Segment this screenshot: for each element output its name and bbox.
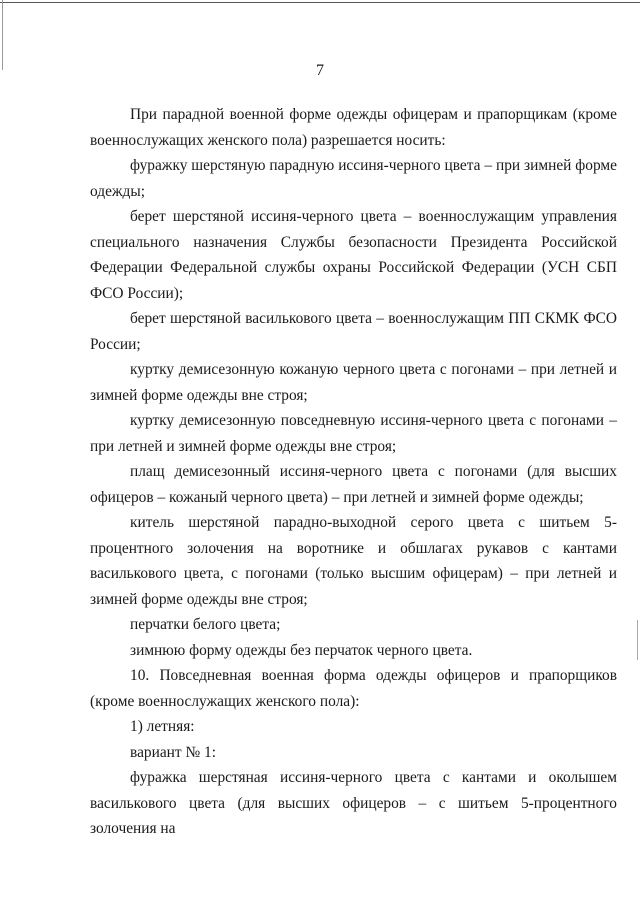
paragraph: фуражка шерстяная иссиня-черного цвета с кантами и околышем василькового цвета (для высших офицеров – с шитьем 5-процентного золочения на — [90, 769, 617, 837]
scan-edge-mark — [2, 0, 3, 70]
scan-edge-mark — [637, 620, 638, 660]
scan-border-line — [0, 2, 640, 3]
paragraph: зимнюю форму одежды без перчаток черного цвета. — [130, 641, 473, 659]
paragraph: берет шерстяной василькового цвета – военнослужащим ПП СКМК ФСО России; — [90, 310, 617, 353]
paragraph: китель шерстяной парадно-выходной серого цвета с шитьем 5-процентного золочения на воротнике и обшлагах рукавов с кантами василькового цвета, с погонами (только высшим офицерам) – при летней и зимней форме одежды вне строя; — [90, 514, 617, 608]
page-number: 7 — [316, 62, 324, 79]
variant-label: вариант № 1: — [130, 743, 216, 761]
document-body — [90, 102, 617, 842]
paragraph: фуражку шерстяную парадную иссиня-черного цвета – при зимней форме одежды; — [90, 157, 617, 200]
paragraph: При парадной военной форме одежды офицерам и прапорщикам (кроме военнослужащих женского пола) разрешается носить: — [90, 106, 617, 149]
paragraph: куртку демисезонную кожаную черного цвета с погонами – при летней и зимней форме одежды вне строя; — [90, 361, 617, 404]
subsection-label: 1) летняя: — [130, 718, 195, 735]
paragraph: куртку демисезонную повседневную иссиня-черного цвета с погонами – при летней и зимней форме одежды вне строя; — [90, 412, 617, 455]
paragraph: берет шерстяной иссиня-черного цвета – военнослужащим управления специального назначения Службы безопасности Президента Российской Федерации Федеральной службы охраны Российской Федерации (УСН СБП ФСО России); — [90, 208, 617, 302]
section-heading: 10. Повседневная военная форма одежды офицеров и прапорщиков (кроме военнослужащих женского пола): — [90, 667, 617, 710]
paragraph: перчатки белого цвета; — [130, 616, 281, 633]
paragraph: плащ демисезонный иссиня-черного цвета с погонами (для высших офицеров – кожаный черного цвета) – при летней и зимней форме одежды; — [90, 463, 617, 506]
